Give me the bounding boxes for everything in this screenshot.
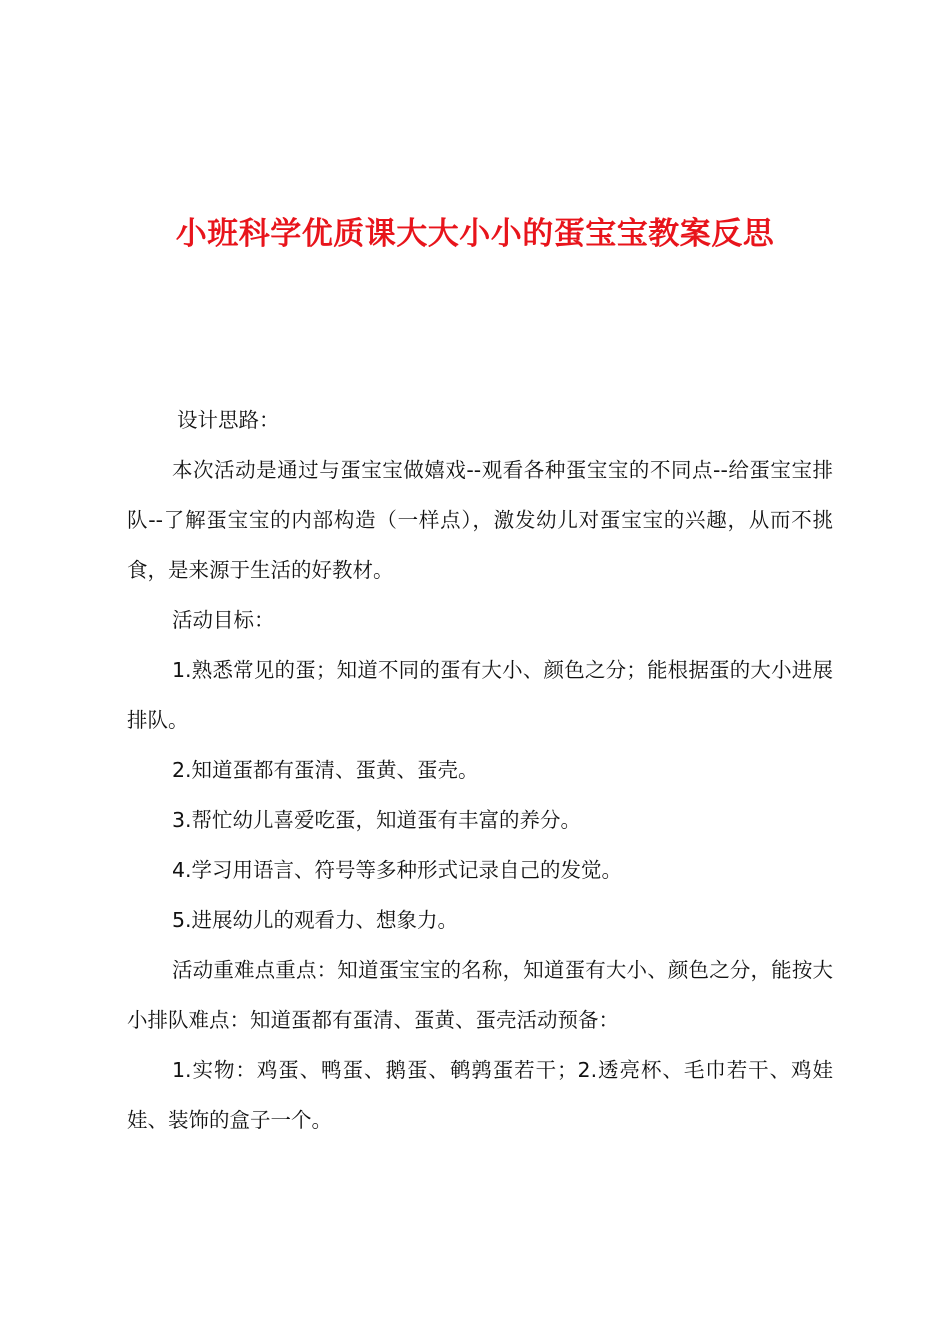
paragraph-goal-1: 1.熟悉常见的蛋；知道不同的蛋有大小、颜色之分；能根据蛋的大小进展排队。 (127, 658, 833, 732)
paragraph-goal-3: 3.帮忙幼儿喜爱吃蛋，知道蛋有丰富的养分。 (172, 808, 582, 832)
paragraph-goal-5: 5.进展幼儿的观看力、想象力。 (172, 908, 459, 932)
paragraph-goal-4: 4.学习用语言、符号等多种形式记录自己的发觉。 (172, 858, 623, 882)
document-body (127, 395, 833, 1145)
paragraph-design-idea-heading: 设计思路： (177, 408, 280, 432)
paragraph-goal-2: 2.知道蛋都有蛋清、蛋黄、蛋壳。 (172, 758, 479, 782)
document-title: 小班科学优质课大大小小的蛋宝宝教案反思 (175, 216, 775, 252)
paragraph-goals-heading: 活动目标： (172, 608, 275, 632)
paragraph-key-points: 活动重难点重点：知道蛋宝宝的名称，知道蛋有大小、颜色之分，能按大小排队难点：知道蛋都有蛋清、蛋黄、蛋壳活动预备： (127, 958, 833, 1032)
paragraph-materials: 1.实物：鸡蛋、鸭蛋、鹅蛋、鹌鹑蛋若干；2.透亮杯、毛巾若干、鸡娃娃、装饰的盒子一个。 (127, 1058, 833, 1132)
paragraph-design-idea: 本次活动是通过与蛋宝宝做嬉戏--观看各种蛋宝宝的不同点--给蛋宝宝排队--了解蛋宝宝的内部构造（一样点），激发幼儿对蛋宝宝的兴趣，从而不挑食，是来源于生活的好教材。 (127, 458, 833, 582)
